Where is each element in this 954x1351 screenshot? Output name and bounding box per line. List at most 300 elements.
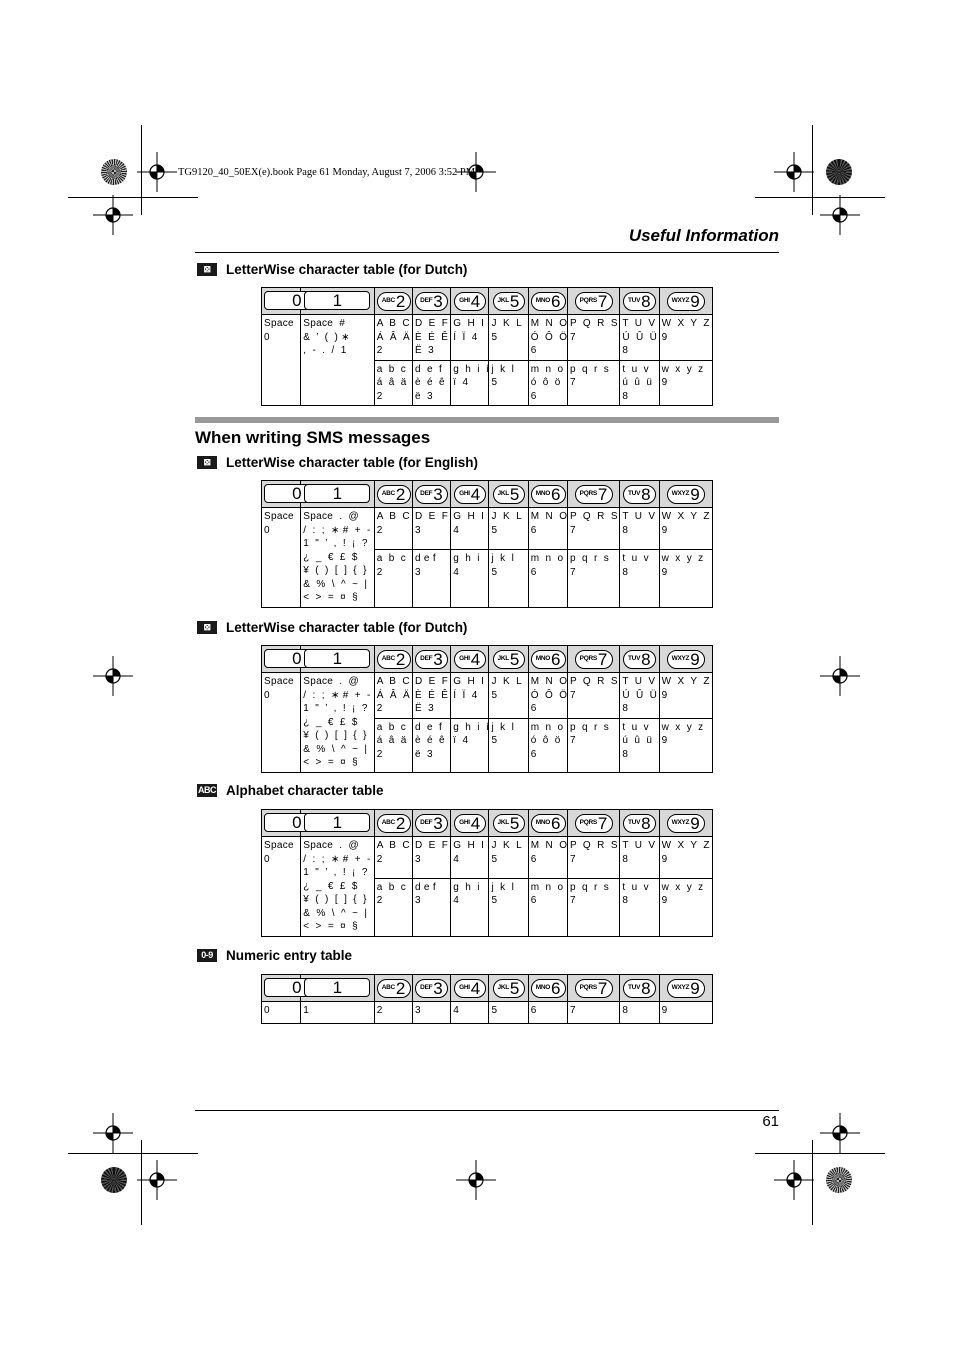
char-cell: Space # & ’ ( ) ∗ , - . / 1 <box>301 315 374 406</box>
char-cell: D E F È É Ê Ë 3 <box>412 673 450 719</box>
char-table-dutch-2 <box>261 645 713 773</box>
char-table-dutch-1 <box>261 287 713 406</box>
registration-mark-icon <box>93 195 133 235</box>
key-cell <box>489 288 528 315</box>
color-target-icon <box>101 1167 127 1193</box>
char-table-english <box>261 480 713 608</box>
char-cell: M N O 6 <box>528 508 567 550</box>
char-cell: J K L 5 <box>489 673 528 719</box>
key-letters: WXYZ <box>671 818 690 826</box>
char-cell: J K L 5 <box>489 315 528 361</box>
key-digit: 6 <box>551 649 561 669</box>
char-cell: a b c á â ä 2 <box>374 360 412 406</box>
char-cell: j k l 5 <box>489 718 528 772</box>
key-cell <box>489 810 528 837</box>
char-cell: P Q R S 7 <box>567 837 619 879</box>
key-cell <box>374 975 412 1002</box>
char-cell: P Q R S 7 <box>567 315 619 361</box>
key-digit: 9 <box>690 813 700 833</box>
crop-mark <box>755 1153 885 1154</box>
char-cell: 3 <box>412 1002 450 1024</box>
char-cell: a b c á â ä 2 <box>374 718 412 772</box>
keypad-key-1-icon <box>304 291 370 310</box>
page-number: 61 <box>762 1113 779 1130</box>
keypad-key-1-icon <box>304 649 370 668</box>
key-cell <box>620 288 659 315</box>
char-cell: P Q R S 7 <box>567 508 619 550</box>
keypad-key-6-icon <box>531 292 566 311</box>
key-digit: 3 <box>433 813 444 833</box>
key-digit: 5 <box>509 484 520 504</box>
keypad-key-6-icon <box>531 979 566 998</box>
keypad-key-6-icon <box>531 814 566 833</box>
key-cell <box>620 975 659 1002</box>
char-cell: d e f 3 <box>412 550 450 607</box>
key-letters: MNO <box>535 654 550 662</box>
char-cell: 9 <box>659 1002 712 1024</box>
key-cell <box>262 288 301 315</box>
key-letters: ABC <box>381 983 395 991</box>
char-cell: M N O Ó Ô Ö 6 <box>528 315 567 361</box>
key-cell <box>489 975 528 1002</box>
char-cell: 1 <box>301 1002 374 1024</box>
key-cell <box>451 975 489 1002</box>
key-letters: GHI <box>459 489 470 497</box>
char-cell: T U V Ú Û Ü 8 <box>620 315 659 361</box>
key-letters: JKL <box>497 296 509 304</box>
key-cell <box>374 288 412 315</box>
caption-text: LetterWise character table (for English) <box>226 455 478 470</box>
key-digit: 4 <box>470 978 481 998</box>
key-cell <box>451 646 489 673</box>
registration-mark-icon <box>820 656 860 696</box>
key-letters: PQRS <box>579 489 597 497</box>
key-cell <box>262 481 301 508</box>
key-letters: TUV <box>628 654 641 662</box>
key-letters: JKL <box>497 489 509 497</box>
char-cell: g h i í ï 4 <box>451 360 489 406</box>
abc-icon: ABC <box>198 785 216 795</box>
key-letters: PQRS <box>579 654 597 662</box>
key-digit: 4 <box>470 291 481 311</box>
key-digit: 5 <box>509 291 520 311</box>
char-cell: J K L 5 <box>489 837 528 879</box>
char-cell: T U V Ú Û Ü 8 <box>620 673 659 719</box>
key-cell <box>567 646 619 673</box>
key-cell <box>301 646 374 673</box>
char-cell: T U V 8 <box>620 508 659 550</box>
keypad-key-8-icon <box>623 650 656 669</box>
char-cell: G H I Í Ï 4 <box>451 673 489 719</box>
keypad-key-8-icon <box>623 292 656 311</box>
char-cell: A B C 2 <box>374 837 412 879</box>
key-letters: ABC <box>381 654 395 662</box>
char-cell: j k l 5 <box>489 360 528 406</box>
keypad-key-9-icon <box>667 650 705 669</box>
key-digit: 1 <box>332 649 343 669</box>
key-letters: ABC <box>381 296 395 304</box>
char-cell: 7 <box>567 1002 619 1024</box>
letterwise-icon: ⊠ <box>197 263 217 276</box>
keypad-key-5-icon <box>493 650 525 669</box>
char-cell: 6 <box>528 1002 567 1024</box>
keypad-key-8-icon <box>623 485 656 504</box>
char-cell: W X Y Z 9 <box>659 508 712 550</box>
caption-english <box>197 455 478 470</box>
key-digit: 5 <box>509 978 520 998</box>
char-cell: p q r s 7 <box>567 718 619 772</box>
key-digit: 6 <box>551 291 561 311</box>
key-digit: 7 <box>597 978 608 998</box>
key-letters: TUV <box>628 818 641 826</box>
key-digit: 9 <box>690 291 700 311</box>
caption-dutch-1 <box>197 262 467 277</box>
key-letters: WXYZ <box>671 296 690 304</box>
key-cell <box>567 288 619 315</box>
char-cell: p q r s 7 <box>567 550 619 607</box>
char-cell: m n o 6 <box>528 550 567 607</box>
char-cell: W X Y Z 9 <box>659 315 712 361</box>
char-cell: Space 0 <box>262 508 301 608</box>
key-digit: 7 <box>597 291 608 311</box>
keypad-key-2-icon <box>377 650 411 669</box>
char-cell: W X Y Z 9 <box>659 673 712 719</box>
key-digit: 9 <box>690 484 700 504</box>
keypad-key-3-icon <box>415 814 448 833</box>
key-digit: 8 <box>641 978 651 998</box>
numeric-entry-table <box>261 974 713 1024</box>
key-letters: GHI <box>459 818 470 826</box>
char-cell: Space . @ / : ; ∗ # + - 1 " ’ , ! ¡ ? ¿ _ € £ $ ¥ ( ) [ ] { } & % \ ^ ~ | < > = ¤ § <box>301 673 374 773</box>
keypad-key-9-icon <box>667 292 705 311</box>
char-cell: t u v ú û ü 8 <box>620 718 659 772</box>
key-letters: DEF <box>420 489 433 497</box>
registration-mark-icon <box>820 1113 860 1153</box>
key-cell <box>374 646 412 673</box>
key-digit: 4 <box>470 484 481 504</box>
char-cell: A B C Á Â Ä 2 <box>374 673 412 719</box>
key-digit: 7 <box>597 484 608 504</box>
char-cell: w x y z 9 <box>659 360 712 406</box>
char-cell: 2 <box>374 1002 412 1024</box>
char-cell: M N O Ó Ô Ö 6 <box>528 673 567 719</box>
char-cell: t u v 8 <box>620 550 659 607</box>
registration-mark-icon <box>137 1160 177 1200</box>
registration-mark-icon <box>137 152 177 192</box>
key-digit: 8 <box>641 484 651 504</box>
key-letters: PQRS <box>579 983 597 991</box>
key-cell <box>489 646 528 673</box>
color-target-icon <box>826 159 852 185</box>
key-cell <box>659 646 712 673</box>
key-cell <box>301 975 374 1002</box>
crop-mark <box>141 125 142 215</box>
char-cell: d e f è é ê ë 3 <box>412 360 450 406</box>
key-cell <box>567 975 619 1002</box>
key-letters: MNO <box>535 296 550 304</box>
key-digit: 8 <box>641 813 651 833</box>
key-digit: 2 <box>395 978 406 998</box>
key-cell <box>659 481 712 508</box>
char-cell: w x y z 9 <box>659 878 712 936</box>
key-letters: PQRS <box>579 818 597 826</box>
key-letters: DEF <box>420 654 433 662</box>
key-cell <box>262 646 301 673</box>
char-cell: T U V 8 <box>620 837 659 879</box>
key-letters: WXYZ <box>671 489 690 497</box>
keypad-key-3-icon <box>415 979 448 998</box>
keypad-key-8-icon <box>623 979 656 998</box>
keypad-key-4-icon <box>454 292 485 311</box>
char-cell: j k l 5 <box>489 550 528 607</box>
key-letters: ABC <box>381 818 395 826</box>
key-digit: 1 <box>332 484 343 504</box>
key-letters: JKL <box>497 654 509 662</box>
key-letters: GHI <box>459 296 470 304</box>
char-cell: g h i 4 <box>451 550 489 607</box>
registration-mark-icon <box>93 1113 133 1153</box>
keypad-key-4-icon <box>454 650 485 669</box>
char-cell: G H I 4 <box>451 508 489 550</box>
keypad-key-1-icon <box>304 484 370 503</box>
key-digit: 4 <box>470 813 481 833</box>
key-cell <box>489 481 528 508</box>
key-digit: 7 <box>597 649 608 669</box>
char-cell: j k l 5 <box>489 878 528 936</box>
registration-mark-icon <box>774 1160 814 1200</box>
key-cell <box>528 975 567 1002</box>
registration-mark-icon <box>820 195 860 235</box>
char-cell: A B C Á Â Ä 2 <box>374 315 412 361</box>
key-cell <box>659 288 712 315</box>
key-digit: 0 <box>292 484 302 504</box>
key-cell <box>528 481 567 508</box>
char-cell: Space . @ / : ; ∗ # + - 1 " ’ , ! ¡ ? ¿ _ € £ $ ¥ ( ) [ ] { } & % \ ^ ~ | < > = ¤ § <box>301 508 374 608</box>
char-cell: w x y z 9 <box>659 550 712 607</box>
char-cell: P Q R S 7 <box>567 673 619 719</box>
keypad-key-7-icon <box>575 292 613 311</box>
section-title: When writing SMS messages <box>195 428 431 447</box>
key-cell <box>620 481 659 508</box>
key-letters: JKL <box>497 818 509 826</box>
char-cell: w x y z 9 <box>659 718 712 772</box>
numeric-icon: 0-9 <box>197 949 217 962</box>
key-cell <box>301 481 374 508</box>
char-cell: m n o ó ô ö 6 <box>528 718 567 772</box>
section-rule <box>195 417 779 423</box>
header-title: Useful Information <box>628 226 779 245</box>
book-file-line: TG9120_40_50EX(e).book Page 61 Monday, August 7, 2006 3:52 PM <box>178 167 476 178</box>
key-letters: DEF <box>420 983 433 991</box>
key-letters: MNO <box>535 818 550 826</box>
caption-text: Numeric entry table <box>226 948 353 963</box>
char-cell: W X Y Z 9 <box>659 837 712 879</box>
keypad-key-1-icon <box>304 978 370 997</box>
letterwise-icon: ⊠ <box>197 621 217 634</box>
key-digit: 7 <box>597 813 608 833</box>
keypad-key-9-icon <box>667 979 705 998</box>
char-cell: a b c 2 <box>374 878 412 936</box>
registration-mark-icon <box>456 1160 496 1200</box>
char-cell: t u v ú û ü 8 <box>620 360 659 406</box>
key-cell <box>374 810 412 837</box>
char-cell: m n o 6 <box>528 878 567 936</box>
keypad-key-9-icon <box>667 814 705 833</box>
char-cell: Space 0 <box>262 837 301 937</box>
key-letters: MNO <box>535 983 550 991</box>
key-cell <box>412 288 450 315</box>
key-cell <box>528 646 567 673</box>
key-digit: 4 <box>470 649 481 669</box>
key-digit: 6 <box>551 978 561 998</box>
char-cell: d e f 3 <box>412 878 450 936</box>
char-cell: 0 <box>262 1002 301 1024</box>
key-letters: WXYZ <box>671 654 690 662</box>
keypad-key-3-icon <box>415 485 448 504</box>
key-cell <box>567 810 619 837</box>
char-cell: D E F È É Ê Ë 3 <box>412 315 450 361</box>
char-cell: D E F 3 <box>412 508 450 550</box>
key-digit: 0 <box>292 813 302 833</box>
keypad-key-7-icon <box>575 650 613 669</box>
char-cell: G H I Í Ï 4 <box>451 315 489 361</box>
crop-mark <box>68 1153 198 1154</box>
keypad-key-5-icon <box>493 292 525 311</box>
char-cell: p q r s 7 <box>567 878 619 936</box>
keypad-key-4-icon <box>454 979 485 998</box>
char-cell: 8 <box>620 1002 659 1024</box>
char-cell: M N O 6 <box>528 837 567 879</box>
key-cell <box>451 288 489 315</box>
key-digit: 0 <box>292 978 302 998</box>
char-cell: 4 <box>451 1002 489 1024</box>
key-digit: 1 <box>332 978 343 998</box>
keypad-key-7-icon <box>575 485 613 504</box>
key-letters: DEF <box>420 818 433 826</box>
keypad-key-3-icon <box>415 292 448 311</box>
key-cell <box>262 810 301 837</box>
char-cell: g h i í ï 4 <box>451 718 489 772</box>
key-letters: PQRS <box>579 296 597 304</box>
key-digit: 2 <box>395 291 406 311</box>
crop-mark <box>68 197 198 198</box>
key-digit: 0 <box>292 649 302 669</box>
keypad-key-2-icon <box>377 979 411 998</box>
char-cell: t u v 8 <box>620 878 659 936</box>
keypad-key-7-icon <box>575 979 613 998</box>
char-cell: A B C 2 <box>374 508 412 550</box>
caption-numeric <box>197 948 352 963</box>
keypad-key-5-icon <box>493 814 525 833</box>
char-cell: a b c 2 <box>374 550 412 607</box>
color-target-icon <box>826 1167 852 1193</box>
char-cell: Space 0 <box>262 315 301 406</box>
caption-alphabet <box>197 783 384 798</box>
char-table-alphabet <box>261 809 713 937</box>
key-cell <box>528 288 567 315</box>
footer-rule <box>195 1110 779 1111</box>
caption-text: LetterWise character table (for Dutch) <box>226 262 468 277</box>
key-letters: TUV <box>628 296 641 304</box>
key-digit: 0 <box>292 291 302 311</box>
char-cell: d e f è é ê ë 3 <box>412 718 450 772</box>
keypad-key-2-icon <box>377 292 411 311</box>
keypad-key-5-icon <box>493 979 525 998</box>
key-digit: 6 <box>551 484 561 504</box>
char-cell: p q r s 7 <box>567 360 619 406</box>
key-digit: 5 <box>509 649 520 669</box>
key-cell <box>567 481 619 508</box>
caption-text: LetterWise character table (for Dutch) <box>226 620 468 635</box>
key-digit: 1 <box>332 291 343 311</box>
key-digit: 6 <box>551 813 561 833</box>
key-digit: 9 <box>690 978 700 998</box>
key-cell <box>620 646 659 673</box>
key-cell <box>620 810 659 837</box>
char-cell: D E F 3 <box>412 837 450 879</box>
crop-mark <box>812 125 813 215</box>
key-letters: WXYZ <box>671 983 690 991</box>
char-cell: G H I 4 <box>451 837 489 879</box>
key-digit: 2 <box>395 649 406 669</box>
keypad-key-6-icon <box>531 650 566 669</box>
key-cell <box>659 975 712 1002</box>
key-letters: TUV <box>628 983 641 991</box>
key-digit: 8 <box>641 291 651 311</box>
key-letters: TUV <box>628 489 641 497</box>
caption-text: Alphabet character table <box>226 783 384 798</box>
key-letters: GHI <box>459 983 470 991</box>
char-cell: 5 <box>489 1002 528 1024</box>
key-cell <box>262 975 301 1002</box>
key-letters: DEF <box>420 296 433 304</box>
color-target-icon <box>101 159 127 185</box>
key-cell <box>528 810 567 837</box>
keypad-key-4-icon <box>454 485 485 504</box>
keypad-key-7-icon <box>575 814 613 833</box>
keypad-key-3-icon <box>415 650 448 669</box>
key-digit: 2 <box>395 813 406 833</box>
key-digit: 2 <box>395 484 406 504</box>
letterwise-icon: ⊠ <box>197 456 217 469</box>
char-cell: J K L 5 <box>489 508 528 550</box>
key-cell <box>412 481 450 508</box>
registration-mark-icon <box>774 152 814 192</box>
key-cell <box>451 481 489 508</box>
key-cell <box>301 810 374 837</box>
key-letters: ABC <box>381 489 395 497</box>
key-digit: 5 <box>509 813 520 833</box>
keypad-key-8-icon <box>623 814 656 833</box>
caption-dutch-2 <box>197 620 467 635</box>
key-digit: 3 <box>433 484 444 504</box>
char-cell: m n o ó ô ö 6 <box>528 360 567 406</box>
char-cell: Space . @ / : ; ∗ # + - 1 " ’ , ! ¡ ? ¿ _ € £ $ ¥ ( ) [ ] { } & % \ ^ ~ | < > = ¤ § <box>301 837 374 937</box>
keypad-key-9-icon <box>667 485 705 504</box>
key-digit: 9 <box>690 649 700 669</box>
key-letters: MNO <box>535 489 550 497</box>
char-cell: g h i 4 <box>451 878 489 936</box>
key-cell <box>412 975 450 1002</box>
key-digit: 3 <box>433 978 444 998</box>
keypad-key-1-icon <box>304 813 370 832</box>
key-cell <box>301 288 374 315</box>
key-cell <box>659 810 712 837</box>
keypad-key-5-icon <box>493 485 525 504</box>
keypad-key-4-icon <box>454 814 485 833</box>
registration-mark-icon <box>93 656 133 696</box>
key-letters: JKL <box>497 983 509 991</box>
